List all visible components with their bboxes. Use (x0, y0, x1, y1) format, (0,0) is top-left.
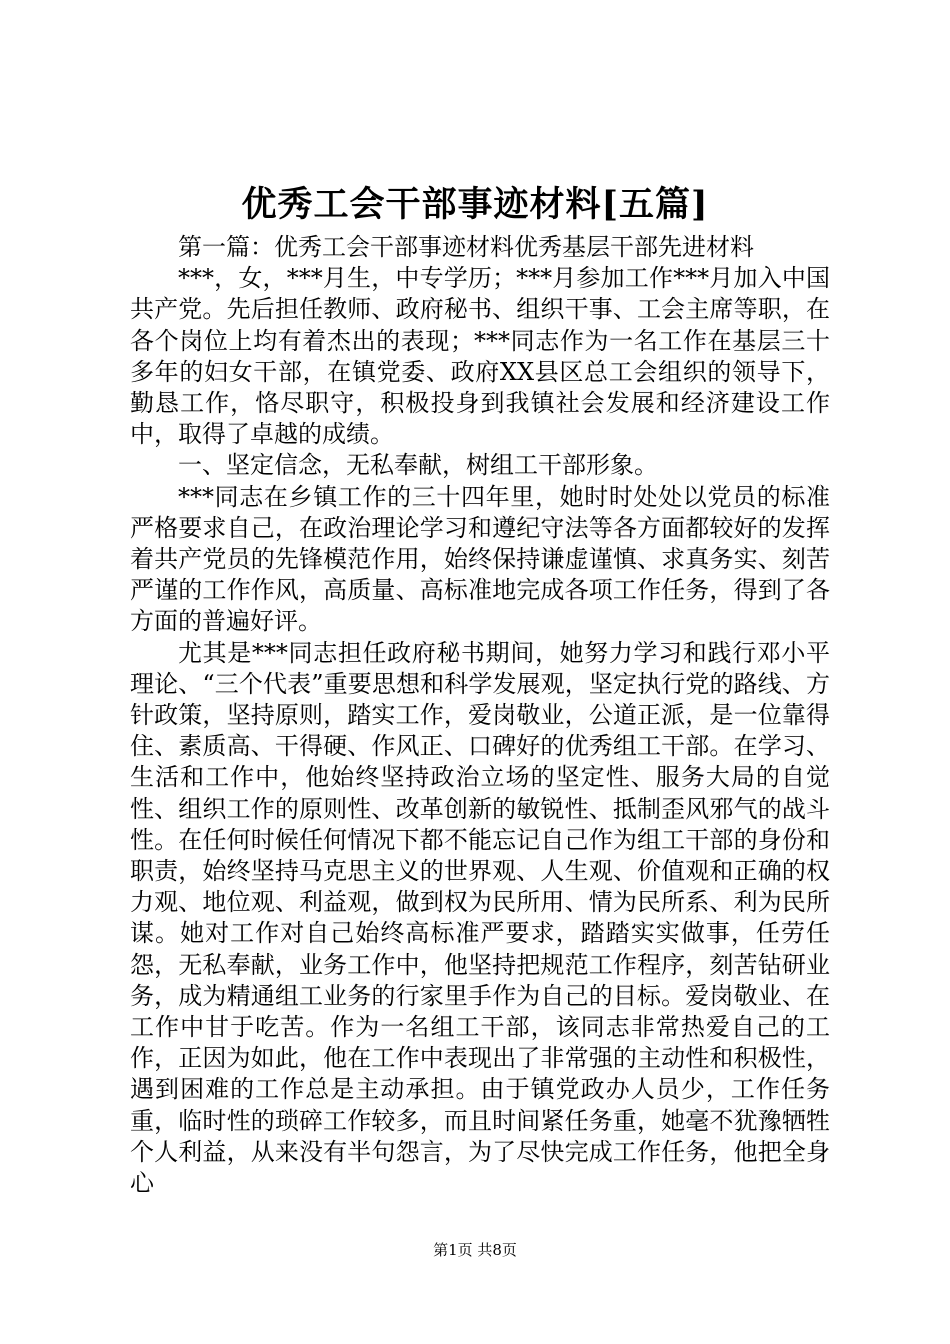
body-paragraph: ***同志在乡镇工作的三十四年里，她时时处处以党员的标准严格要求自己，在政治理论学习和遵纪守法等各方面都较好的发挥着共产党员的先锋模范作用，始终保持谦虚谨慎、求真务实、刻苦严谨的工作作风，高质量、高标准地完成各项工作任务，得到了各方面的普遍好评。 (130, 482, 830, 636)
body-paragraph: ***，女，***月生，中专学历；***月参加工作***月加入中国共产党。先后担任教师、政府秘书、组织干事、工会主席等职，在各个岗位上均有着杰出的表现；***同志作为一名工作在基层三十多年的妇女干部，在镇党委、政府XX县区总工会组织的领导下，勤恳工作，恪尽职守，积极投身到我镇社会发展和经济建设工作中，取得了卓越的成绩。 (130, 264, 830, 449)
document-title: 优秀工会干部事迹材料[五篇] (241, 184, 709, 225)
page-footer: 第1页 共8页 (433, 1241, 517, 1259)
body-paragraph: 尤其是***同志担任政府秘书期间，她努力学习和践行邓小平理论、“三个代表”重要思想和科学发展观，坚定执行党的路线、方针政策，坚持原则，踏实工作，爱岗敬业，公道正派，是一位靠得住、素质高、干得硬、作风正、口碑好的优秀组工干部。在学习、生活和工作中，他始终坚持政治立场的坚定性、服务大局的自觉性、组织工作的原则性、改革创新的敏锐性、抵制歪风邪气的战斗性。在任何时候任何情况下都不能忘记自己作为组工干部的身份和职责，始终坚持马克思主义的世界观、人生观、价值观和正确的权力观、地位观、利益观，做到权为民所用、情为民所系、利为民所谋。她对工作对自己始终高标准严要求，踏踏实实做事，任劳任怨，无私奉献，业务工作中，他坚持把规范工作程序，刻苦钻研业务，成为精通组工业务的行家里手作为自己的目标。爱岗敬业、在工作中甘于吃苦。作为一名组工干部，该同志非常热爱自己的工作，正因为如此，他在工作中表现出了非常强的主动性和积极性，遇到困难的工作总是主动承担。由于镇党政办人员少，工作任务重，临时性的琐碎工作较多，而且时间紧任务重，她毫不犹豫牺牲个人利益，从来没有半句怨言，为了尽快完成工作任务，他把全身心 (130, 638, 830, 1198)
section-heading: 第一篇：优秀工会干部事迹材料优秀基层干部先进材料 (178, 233, 754, 261)
subsection-heading: 一、坚定信念，无私奉献，树组工干部形象。 (178, 451, 658, 480)
document-body (130, 232, 830, 1199)
